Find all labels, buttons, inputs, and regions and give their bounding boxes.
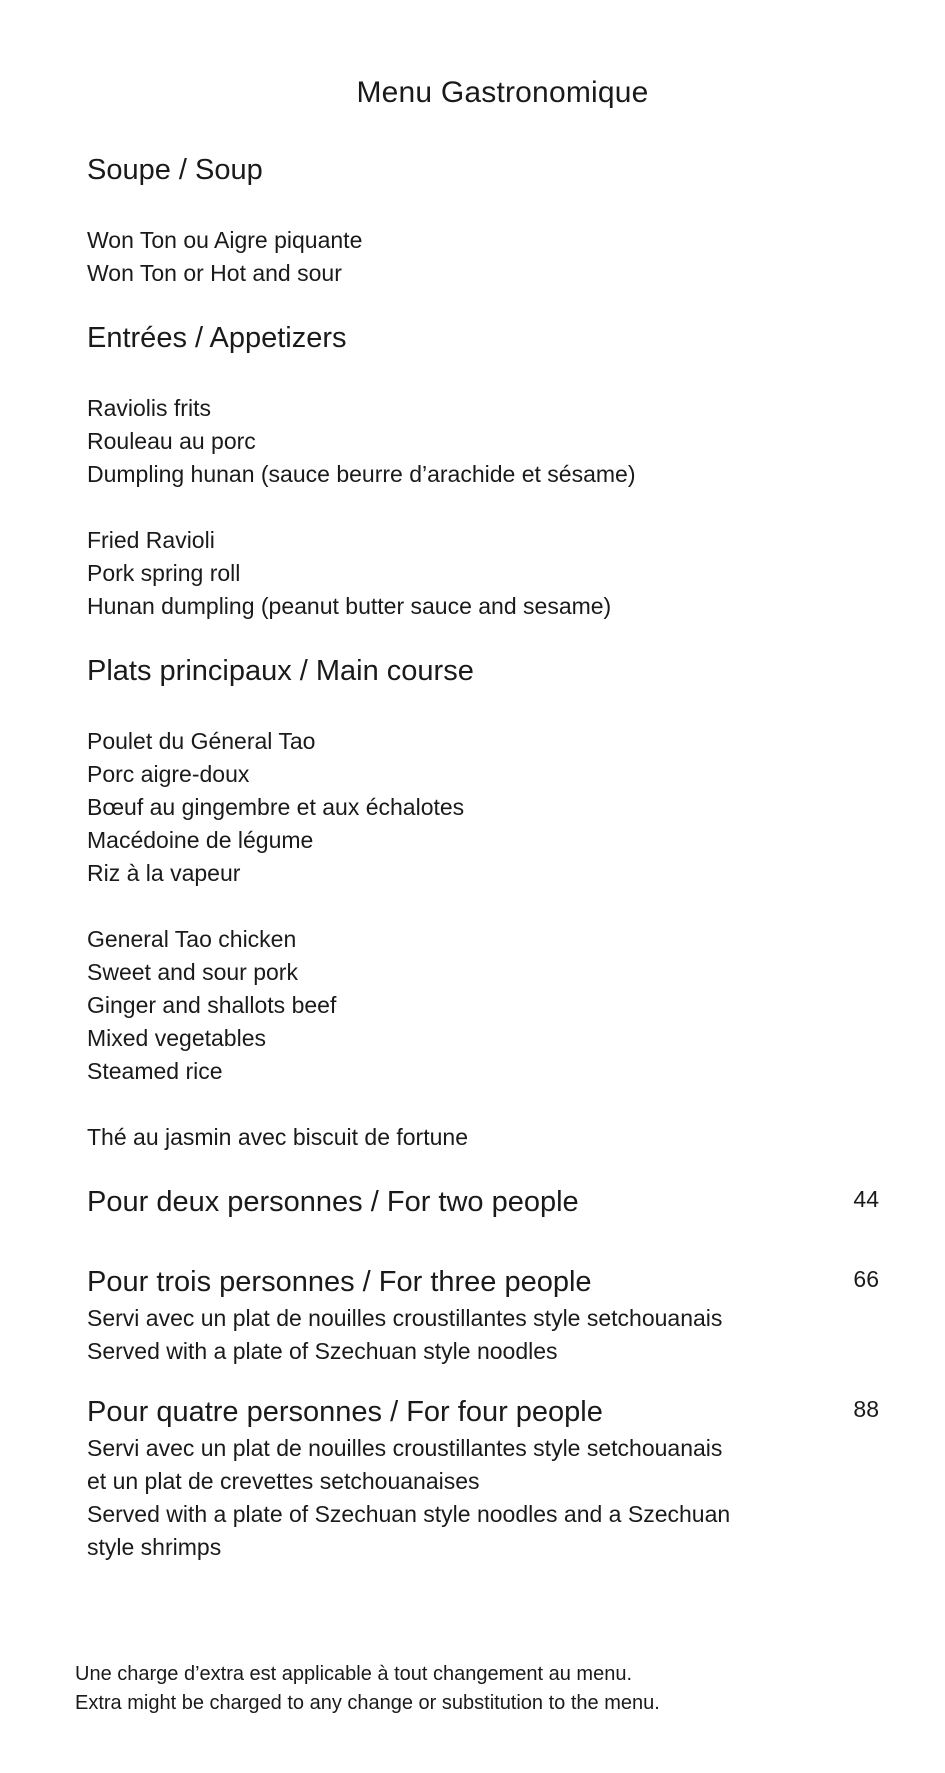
option-details: [87, 1302, 887, 1368]
option-price: 88: [853, 1396, 879, 1422]
tea-item: Thé au jasmin avec biscuit de fortune: [87, 1124, 468, 1150]
list-item: Servi avec un plat de nouilles croustillantes style setchouanais: [87, 1305, 723, 1331]
list-item: Bœuf au gingembre et aux échalotes: [87, 794, 465, 820]
list-item: style shrimps: [87, 1534, 222, 1560]
option-details: [87, 1432, 887, 1564]
appetizers-heading: Entrées / Appetizers: [87, 322, 347, 354]
option-label: Pour quatre personnes / For four people: [87, 1396, 603, 1428]
list-item: Macédoine de légume: [87, 827, 314, 853]
list-item: Served with a plate of Szechuan style noodles and a Szechuan: [87, 1501, 731, 1527]
footer-note-french: Une charge d’extra est applicable à tout changement au menu.: [75, 1663, 633, 1685]
list-item: Sweet and sour pork: [87, 959, 298, 985]
list-item: Dumpling hunan (sauce beurre d’arachide et sésame): [87, 461, 636, 487]
list-item: Served with a plate of Szechuan style noodles: [87, 1338, 558, 1364]
option-price: 44: [853, 1186, 879, 1212]
list-item: Won Ton or Hot and sour: [87, 260, 342, 286]
list-item: Won Ton ou Aigre piquante: [87, 227, 363, 253]
list-item: Fried Ravioli: [87, 527, 215, 553]
main-course-english: [87, 923, 887, 1088]
main-course-heading: Plats principaux / Main course: [87, 655, 474, 687]
list-item: Servi avec un plat de nouilles croustillantes style setchouanais: [87, 1435, 723, 1461]
menu-footer: [75, 1660, 875, 1718]
list-item: et un plat de crevettes setchouanaises: [87, 1468, 480, 1494]
appetizers-french: [87, 392, 887, 491]
list-item: Ginger and shallots beef: [87, 992, 337, 1018]
option-label: Pour trois personnes / For three people: [87, 1266, 592, 1298]
option-price: 66: [853, 1266, 879, 1292]
list-item: Pork spring roll: [87, 560, 241, 586]
list-item: General Tao chicken: [87, 926, 297, 952]
main-course-french: [87, 725, 887, 890]
option-four-people: [87, 1392, 879, 1432]
soup-heading: Soupe / Soup: [87, 154, 263, 186]
list-item: Raviolis frits: [87, 395, 211, 421]
footer-note-english: Extra might be charged to any change or substitution to the menu.: [75, 1692, 660, 1714]
list-item: Porc aigre-doux: [87, 761, 250, 787]
option-label: Pour deux personnes / For two people: [87, 1186, 579, 1218]
option-three-people: [87, 1262, 879, 1302]
list-item: Riz à la vapeur: [87, 860, 241, 886]
list-item: Mixed vegetables: [87, 1025, 266, 1051]
menu-title: Menu Gastronomique: [356, 76, 649, 109]
appetizers-english: [87, 524, 887, 623]
menu-content: [87, 150, 887, 1564]
list-item: Hunan dumpling (peanut butter sauce and sesame): [87, 593, 612, 619]
list-item: Rouleau au porc: [87, 428, 256, 454]
list-item: Poulet du Géneral Tao: [87, 728, 316, 754]
list-item: Steamed rice: [87, 1058, 223, 1084]
soup-items: [87, 224, 887, 290]
option-two-people: [87, 1182, 879, 1222]
